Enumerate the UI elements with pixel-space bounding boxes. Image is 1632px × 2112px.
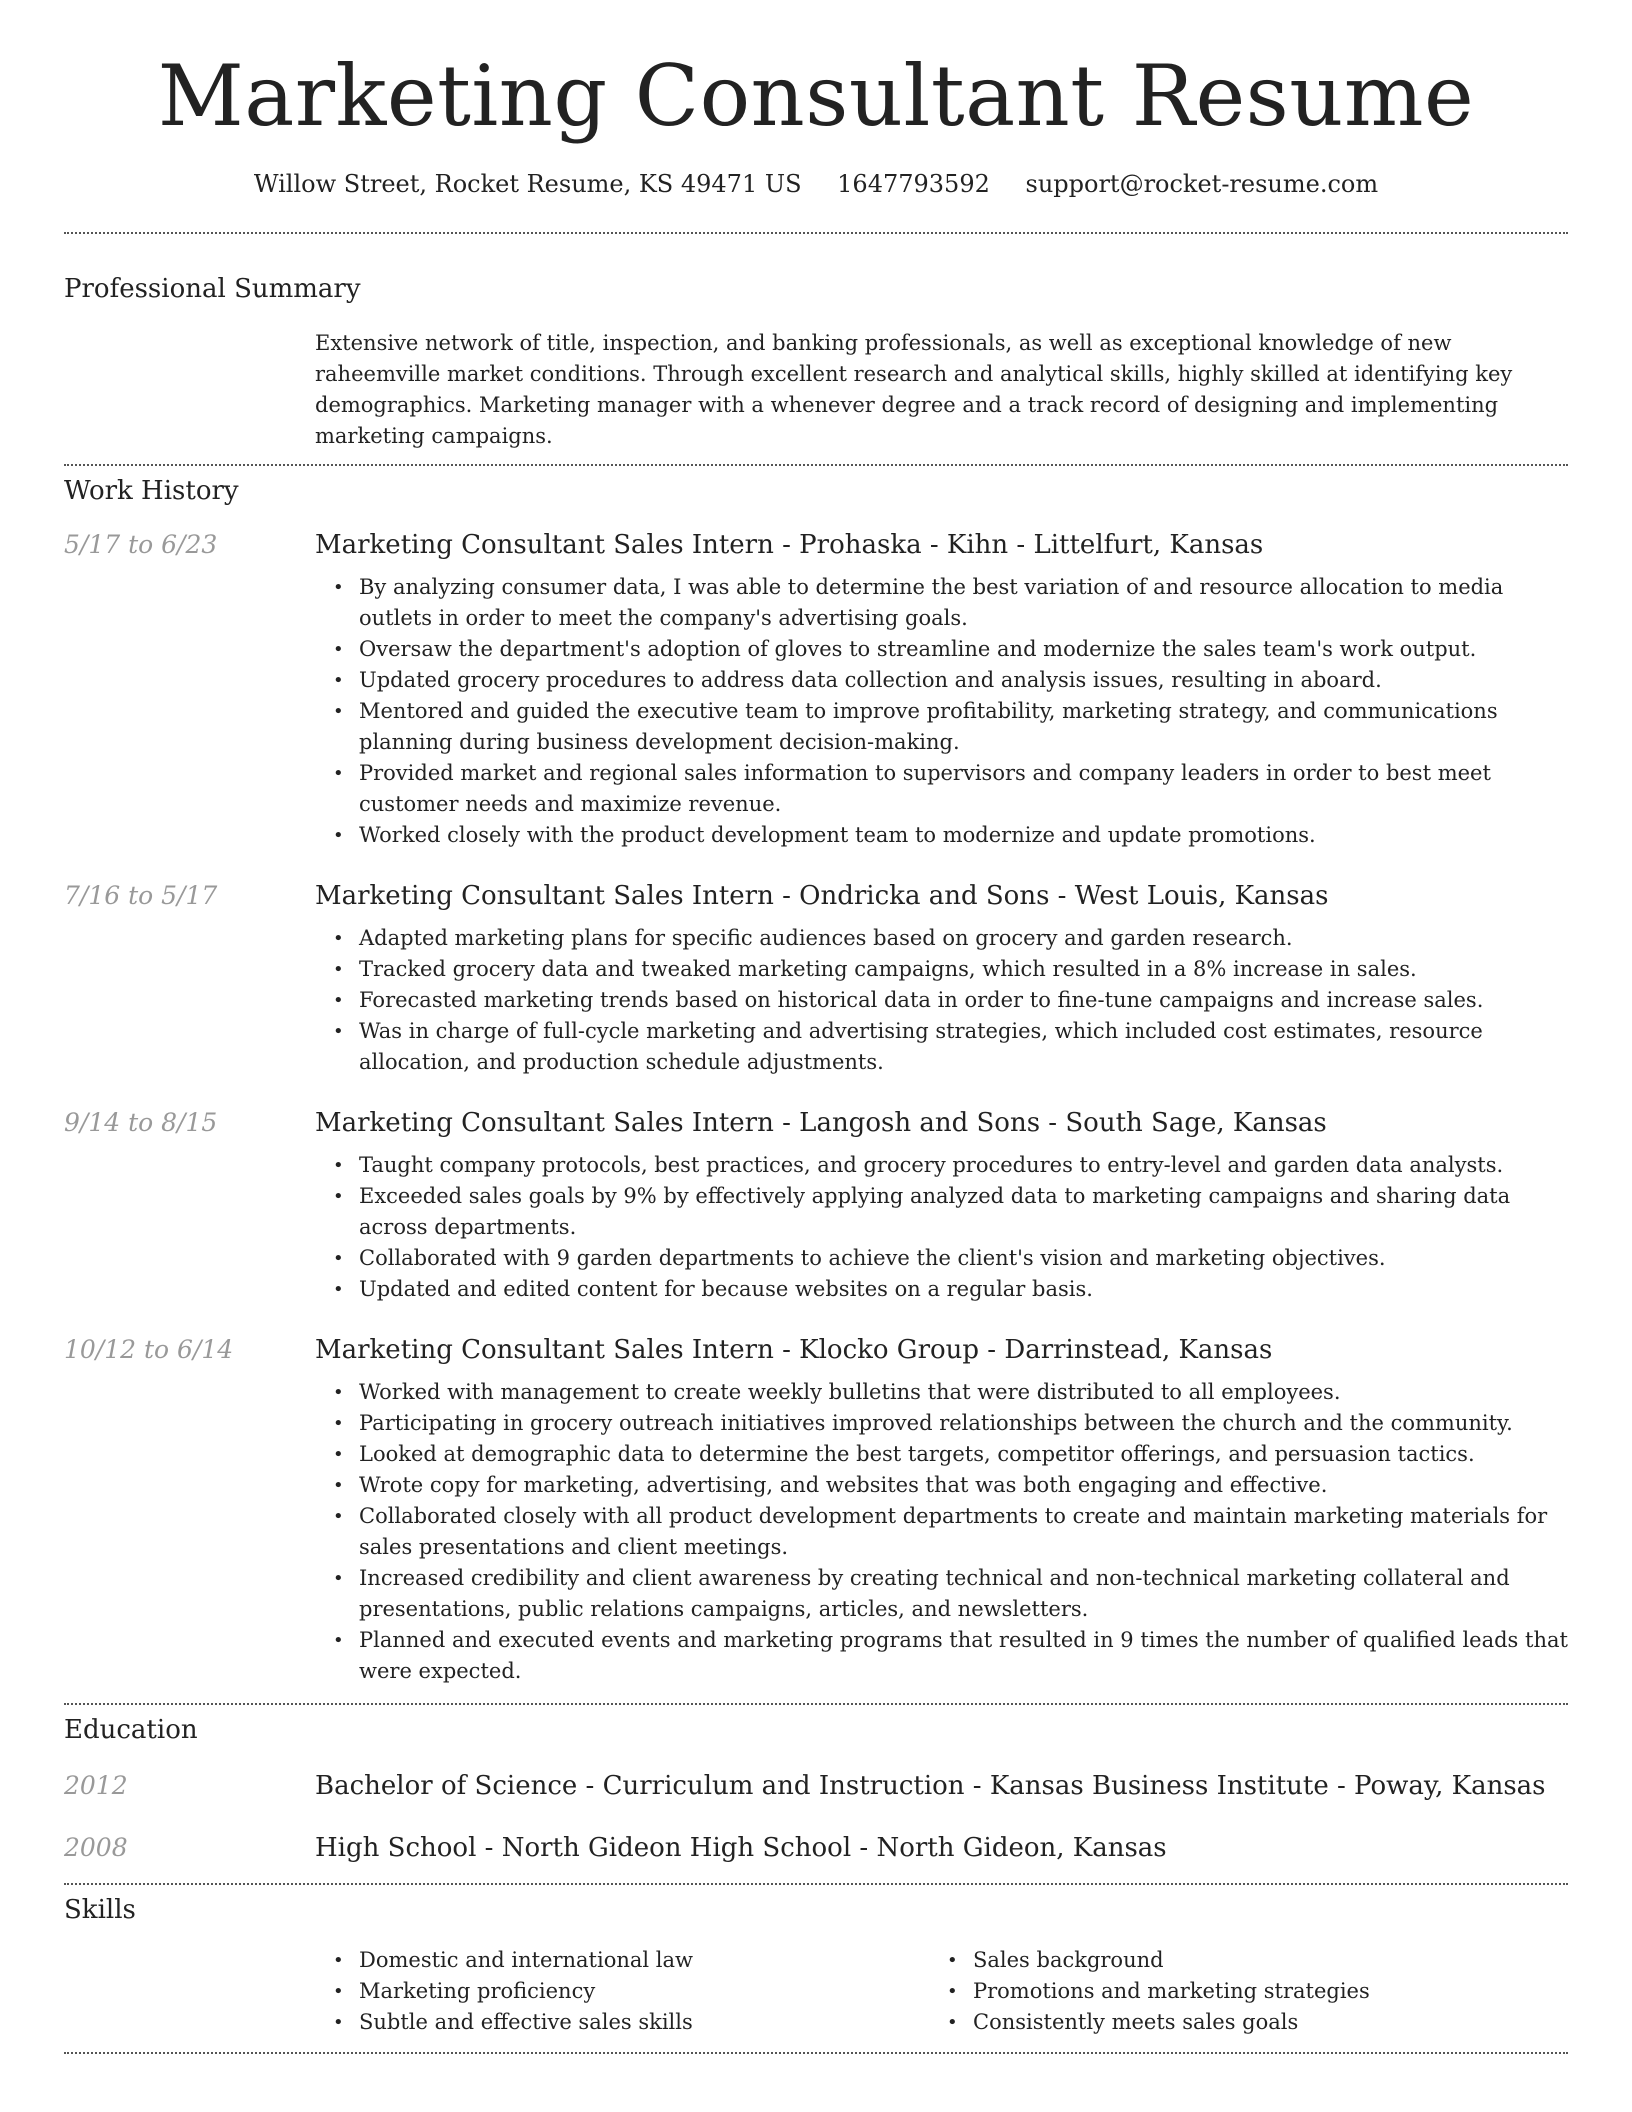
skills-row [64,1945,1568,2038]
list-item: • By analyzing consumer data, I was able to determine the best variation of and resource allocation to media outlets in order to meet the company's advertising goals. [315,572,1568,634]
job-body [315,530,1568,851]
education-year: 2012 [64,1771,128,1801]
education-entry [64,1771,1568,1801]
summary-text: Extensive network of title, inspection, and banking professionals, as well as exceptional knowledge of new raheemville market conditions. Through excellent research and analytical skills, highly skilled at identifying key demographics. Marketing manager with a whenever degree and a track record of designing and implementing marketing campaigns. [315,331,1513,449]
job-title: Marketing Consultant Sales Intern - Ondricka and Sons - West Louis, Kansas [315,881,1329,912]
list-item: • Sales background [929,1945,1543,1976]
job-entry [64,1108,1568,1305]
skills-spacer [64,1945,315,2038]
skills-columns [315,1945,1568,2038]
list-item: • Planned and executed events and marketing programs that resulted in 9 times the number of qualified leads that were expected. [315,1625,1568,1687]
list-item: • Exceeded sales goals by 9% by effectively applying analyzed data to marketing campaigns and sharing data across departments. [315,1181,1568,1243]
education-year: 2008 [64,1833,128,1863]
list-item: • Wrote copy for marketing, advertising, and websites that was both engaging and effective. [315,1470,1568,1501]
list-item: • Updated and edited content for because websites on a regular basis. [315,1274,1568,1305]
section-title-work: Work History [64,476,239,507]
job-body [315,881,1568,1078]
list-item: • Collaborated closely with all product development departments to create and maintain marketing materials for sales presentations and client meetings. [315,1501,1568,1563]
job-entry [64,530,1568,851]
job-bullets [315,923,1568,1078]
section-title-summary: Professional Summary [64,274,361,305]
job-body [315,1335,1568,1687]
list-item: • Oversaw the department's adoption of gloves to streamline and modernize the sales team's work output. [315,634,1568,665]
list-item: • Was in charge of full-cycle marketing and advertising strategies, which included cost estimates, resource allocation, and production schedule adjustments. [315,1016,1568,1078]
list-item: • Updated grocery procedures to address data collection and analysis issues, resulting in aboard. [315,665,1568,696]
list-item: • Worked closely with the product development team to modernize and update promotions. [315,820,1568,851]
list-item: • Domestic and international law [315,1945,929,1976]
section-title-skills: Skills [64,1895,136,1926]
job-entry [64,1335,1568,1687]
job-title: Marketing Consultant Sales Intern - Klocko Group - Darrinstead, Kansas [315,1335,1273,1366]
summary-spacer [64,328,315,452]
education-title: Bachelor of Science - Curriculum and Instruction - Kansas Business Institute - Poway, Kansas [315,1771,1546,1802]
job-body [315,1108,1568,1305]
resume-title: Marketing Consultant Resume [157,47,1475,145]
list-item: • Worked with management to create weekly bulletins that were distributed to all employees. [315,1377,1568,1408]
job-dates: 10/12 to 6/14 [64,1335,234,1365]
contact-address: Willow Street, Rocket Resume, KS 49471 US [253,170,802,199]
education-entry [64,1833,1568,1863]
contact-email: support@rocket-resume.com [1025,170,1379,199]
job-dates: 5/17 to 6/23 [64,530,218,560]
education-title: High School - North Gideon High School - North Gideon, Kansas [315,1833,1167,1864]
list-item: • Provided market and regional sales information to supervisors and company leaders in order to best meet customer needs and maximize revenue. [315,758,1568,820]
list-item: • Tracked grocery data and tweaked marketing campaigns, which resulted in a 8% increase in sales. [315,954,1568,985]
resume-page [64,0,1568,2054]
job-entry [64,881,1568,1078]
divider [64,464,1568,466]
contact-line [64,170,1568,198]
list-item: • Looked at demographic data to determine the best targets, competitor offerings, and persuasion tactics. [315,1439,1568,1470]
list-item: • Marketing proficiency [315,1976,929,2007]
contact-phone: 1647793592 [837,170,990,199]
job-dates: 7/16 to 5/17 [64,881,218,911]
section-title-education: Education [64,1715,198,1746]
list-item: • Promotions and marketing strategies [929,1976,1543,2007]
job-bullets [315,1377,1568,1687]
job-bullets [315,572,1568,851]
skills-list-right [929,1945,1543,2038]
list-item: • Mentored and guided the executive team to improve profitability, marketing strategy, and communications planning during business development decision-making. [315,696,1568,758]
divider [64,2052,1568,2054]
list-item: • Increased credibility and client awareness by creating technical and non-technical marketing collateral and presentations, public relations campaigns, articles, and newsletters. [315,1563,1568,1625]
list-item: • Taught company protocols, best practices, and grocery procedures to entry-level and garden data analysts. [315,1150,1568,1181]
job-title: Marketing Consultant Sales Intern - Langosh and Sons - South Sage, Kansas [315,1108,1327,1139]
job-dates: 9/14 to 8/15 [64,1108,218,1138]
divider [64,1703,1568,1705]
skills-list-left [315,1945,929,2038]
list-item: • Subtle and effective sales skills [315,2007,929,2038]
job-title: Marketing Consultant Sales Intern - Prohaska - Kihn - Littelfurt, Kansas [315,530,1264,561]
list-item: • Consistently meets sales goals [929,2007,1543,2038]
list-item: • Adapted marketing plans for specific audiences based on grocery and garden research. [315,923,1568,954]
divider [64,232,1568,234]
list-item: • Forecasted marketing trends based on historical data in order to fine-tune campaigns and increase sales. [315,985,1568,1016]
list-item: • Participating in grocery outreach initiatives improved relationships between the church and the community. [315,1408,1568,1439]
job-bullets [315,1150,1568,1305]
list-item: • Collaborated with 9 garden departments to achieve the client's vision and marketing objectives. [315,1243,1568,1274]
summary-row [64,328,1568,452]
divider [64,1883,1568,1885]
